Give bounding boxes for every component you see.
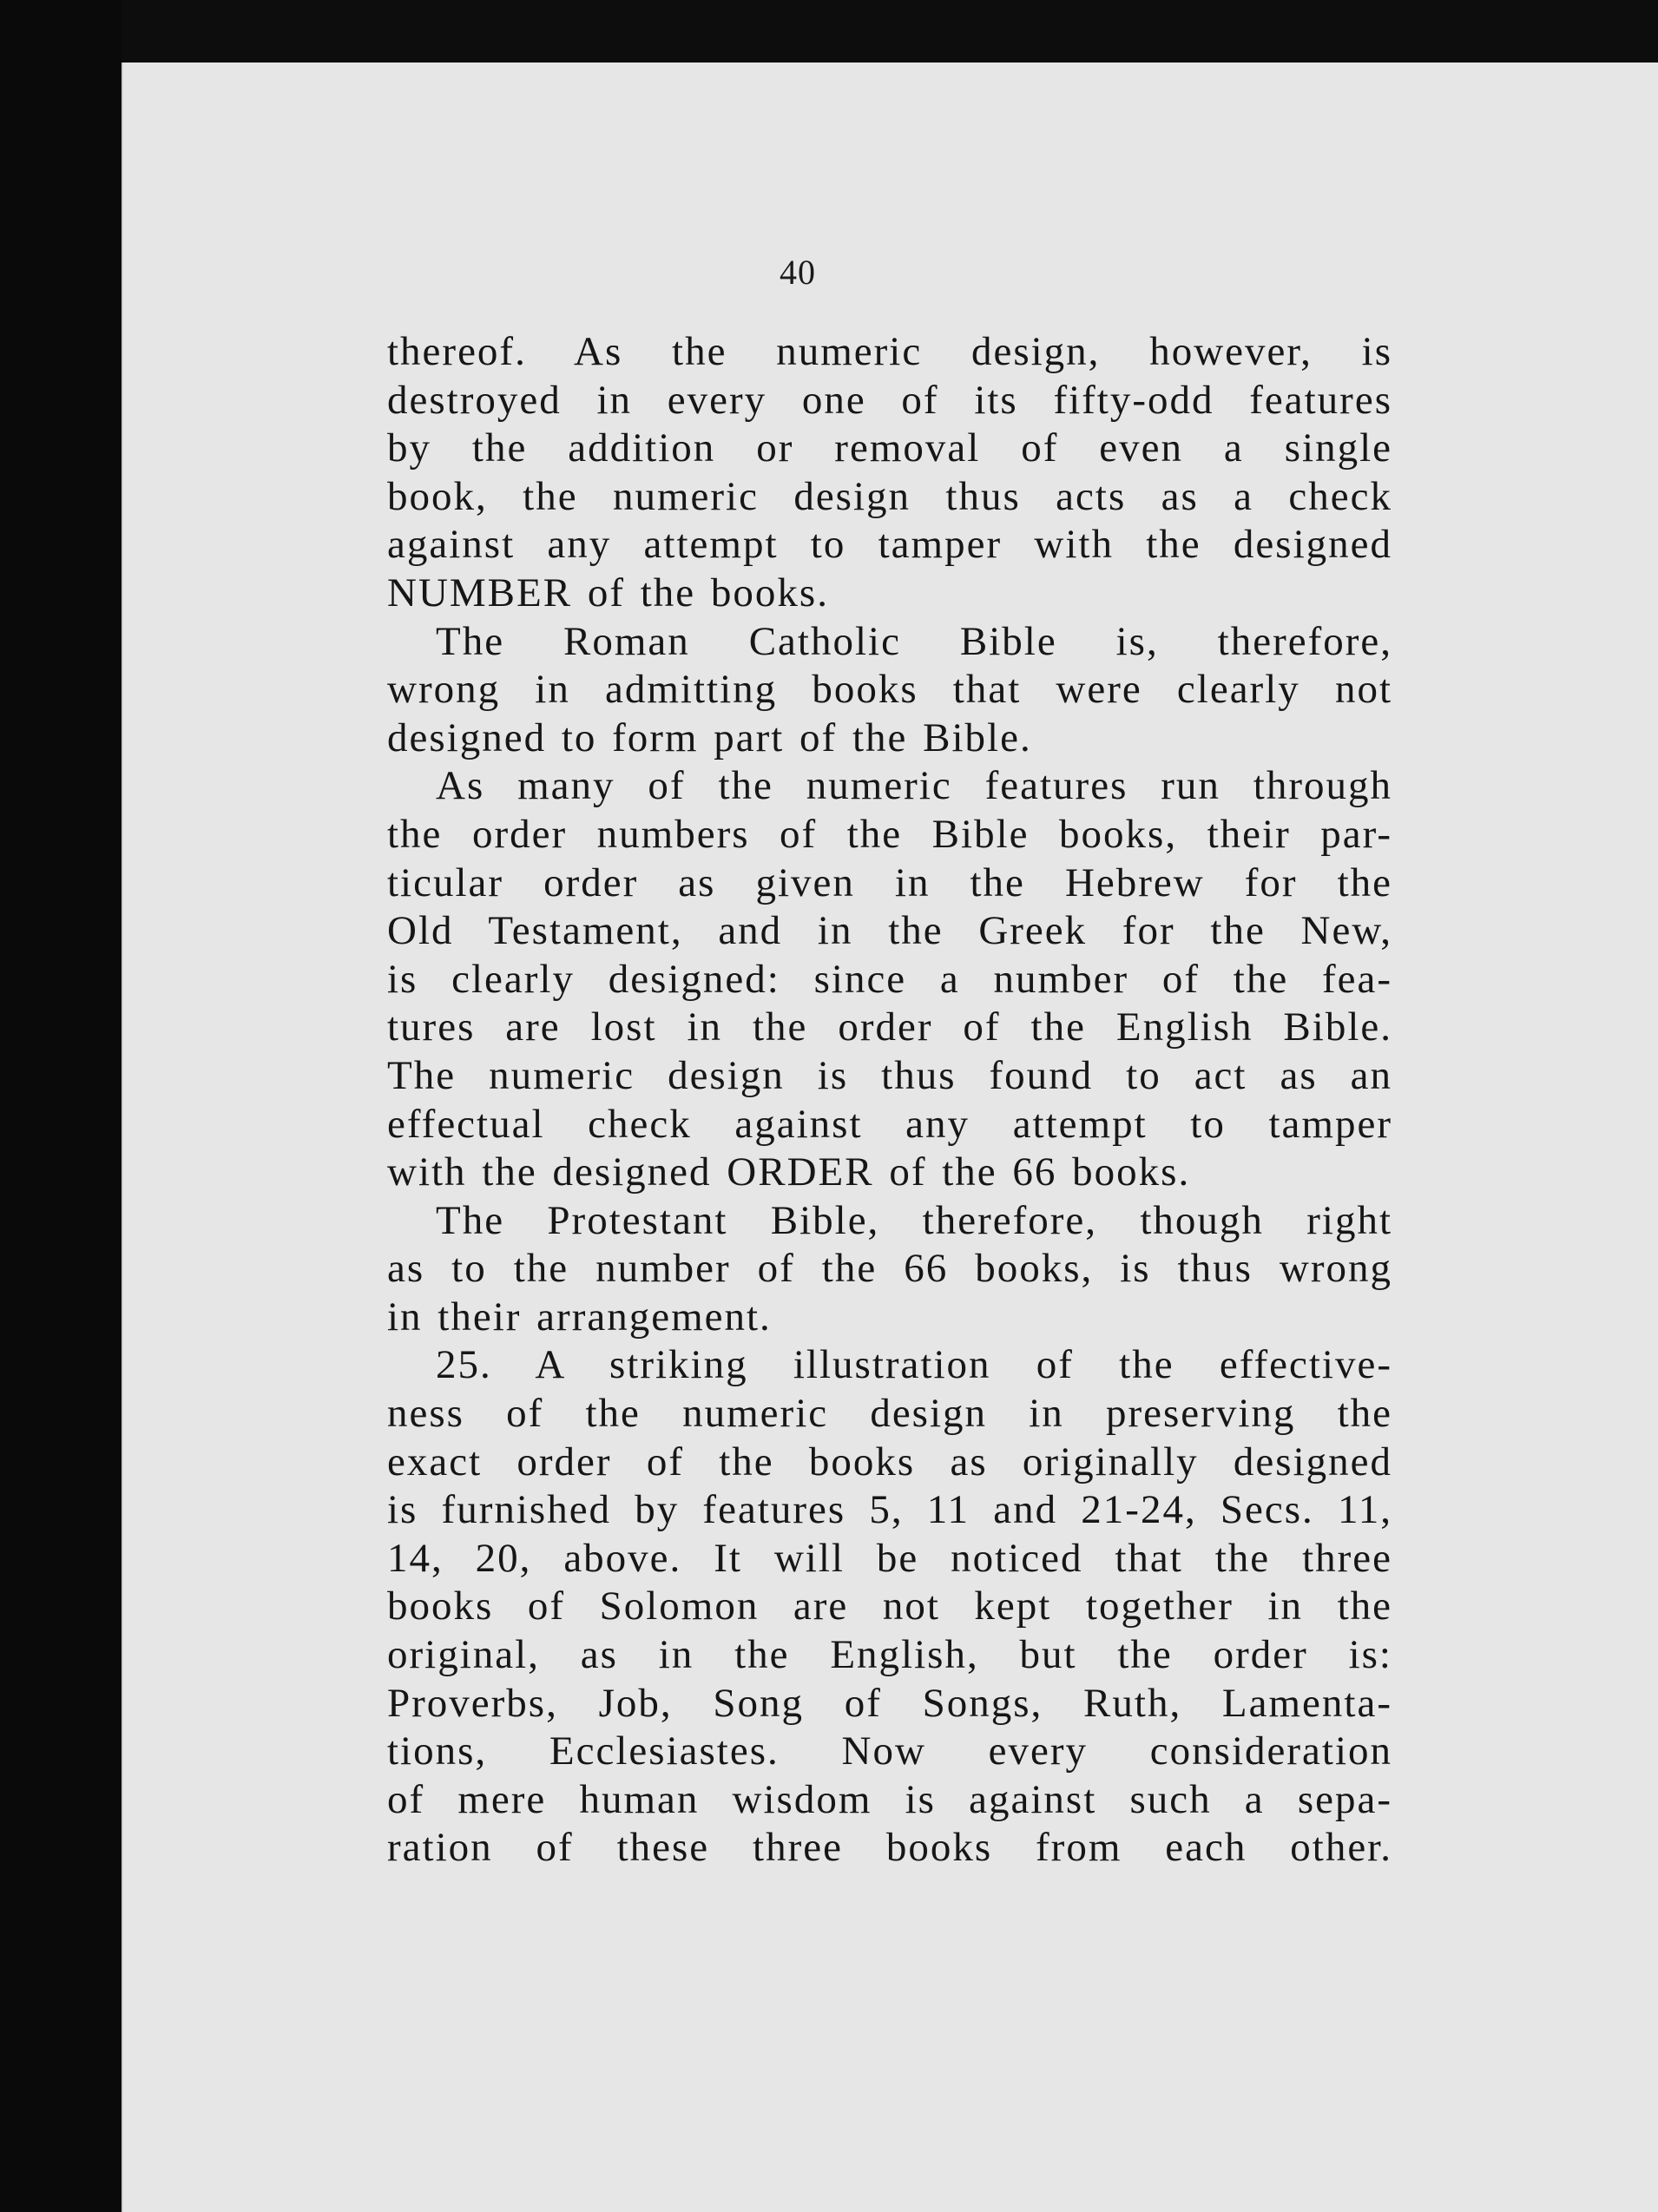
text-line: tions, Ecclesiastes. Now every consideration <box>387 1728 1392 1774</box>
text-line: with the designed ORDER of the 66 books. <box>387 1149 1191 1195</box>
text-line: As many of the numeric features run through <box>436 763 1392 809</box>
text-line: Old Testament, and in the Greek for the New, <box>387 908 1392 954</box>
scan-border <box>0 0 122 2212</box>
text-line: NUMBER of the books. <box>387 569 829 616</box>
paragraph-2 <box>387 618 1392 763</box>
text-line: exact order of the books as originally designed <box>387 1438 1392 1485</box>
text-line: in their arrangement. <box>387 1294 772 1340</box>
text-line: 25. A striking illustration of the effective- <box>436 1342 1392 1388</box>
text-line: by the addition or removal of even a single <box>387 425 1392 471</box>
text-line: original, as in the English, but the order is: <box>387 1632 1392 1678</box>
text-line: destroyed in every one of its fifty-odd features <box>387 377 1392 423</box>
text-line: The numeric design is thus found to act as an <box>387 1052 1392 1098</box>
paragraph-4 <box>387 1197 1392 1342</box>
text-line: as to the number of the 66 books, is thus wrong <box>387 1246 1392 1292</box>
body-text <box>387 328 1392 1873</box>
text-line: tures are lost in the order of the English Bible. <box>387 1004 1392 1050</box>
text-line: against any attempt to tamper with the designed <box>387 522 1392 568</box>
book-page <box>122 63 1658 2212</box>
text-line: ness of the numeric design in preserving the <box>387 1391 1392 1437</box>
text-line: wrong in admitting books that were clearly not <box>387 667 1392 713</box>
text-line: Proverbs, Job, Song of Songs, Ruth, Lamenta- <box>387 1680 1392 1726</box>
text-line: book, the numeric design thus acts as a check <box>387 473 1392 519</box>
paragraph-1 <box>387 328 1392 618</box>
text-line: The Roman Catholic Bible is, therefore, <box>436 618 1392 664</box>
text-line: designed to form part of the Bible. <box>387 714 1032 760</box>
page-number: 40 <box>780 253 816 292</box>
text-line: ration of these three books from each other. <box>387 1825 1392 1871</box>
paragraph-5 <box>387 1341 1392 1873</box>
text-line: 14, 20, above. It will be noticed that the three <box>387 1535 1392 1581</box>
text-line: thereof. As the numeric design, however, is <box>387 329 1392 374</box>
text-line: is clearly designed: since a number of the fea- <box>387 956 1392 1002</box>
text-line: is furnished by features 5, 11 and 21-24, Secs. 11, <box>387 1487 1392 1533</box>
text-line: ticular order as given in the Hebrew for the <box>387 859 1392 905</box>
text-line: books of Solomon are not kept together in the <box>387 1583 1392 1629</box>
text-line: of mere human wisdom is against such a sepa- <box>387 1776 1392 1822</box>
text-line: The Protestant Bible, therefore, though right <box>436 1197 1392 1243</box>
paragraph-3 <box>387 762 1392 1196</box>
text-line: the order numbers of the Bible books, their par- <box>387 811 1392 857</box>
text-line: effectual check against any attempt to tamper <box>387 1101 1392 1147</box>
